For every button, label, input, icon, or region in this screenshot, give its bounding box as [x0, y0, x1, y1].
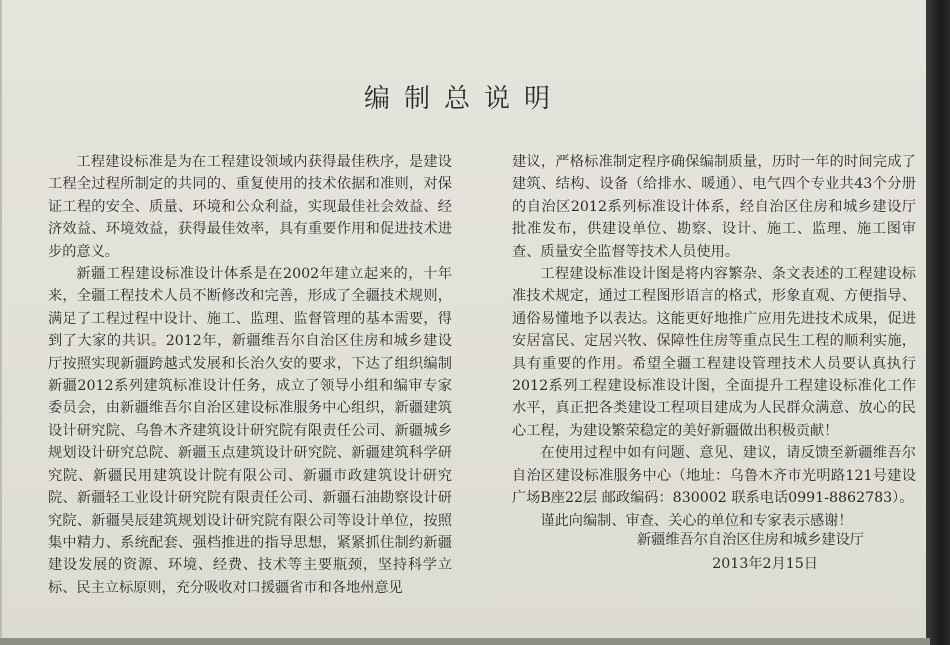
signature-block [637, 528, 864, 576]
page-title: 编制总说明 [363, 84, 564, 114]
paragraph-intro: 工程建设标准是为在工程建设领域内获得最佳秩序，是建设工程全过程所制定的共同的、重复使用的技术依据和准则，对保证工程的安全、质量、环境和公众利益，实现最佳社会效益、经济效益、环境效益，获得最佳效率，具有重要作用和促进技术进步的意义。 [48, 154, 452, 260]
signature-organization: 新疆维吾尔自治区住房和城乡建设厅 [636, 532, 864, 548]
right-text-column [512, 151, 916, 532]
paragraph-history: 新疆工程建设标准设计体系是在2002年建立起来的，十年来，全疆工程技术人员不断修改和完善，形成了全疆技术规则，满足了工程过程中设计、施工、监理、监督管理的基本需要，得到了大家的共识。2012年，新疆维吾尔自治区住房和城乡建设厅按照实现新疆跨越式发展和长治久安的要求，下达了组织编制新疆2012系列建筑标准设计任务，成立了领导小组和编审专家委员会，由新疆维吾尔自治区建设标准服务中心组织，新疆建筑设计研究院、乌鲁木齐建筑设计研究院有限责任公司、新疆城乡规划设计研究总院、新疆玉点建筑设计研究院、新疆建筑科学研究院、新疆民用建筑设计院有限公司、新疆市政建筑设计研究院、新疆轻工业设计研究院有限责任公司、新疆石油勘察设计研究院、新疆昊辰建筑规划设计研究院有限公司等设计单位，按照集中精力、系统配套、强档推进的指导思想，紧紧抓住制约新疆建设发展的资源、环境、经费、技术等主要瓶颈，坚持科学立标、民主立标原则，充分吸收对口援疆省市和各地州意见 [48, 266, 452, 596]
document-page [2, 0, 926, 640]
scan-dark-edge [926, 0, 950, 645]
scan-bottom-edge [0, 638, 930, 645]
signature-date: 2013年2月15日 [712, 556, 818, 572]
paragraph-history-continued: 建议，严格标准制定程序确保编制质量，历时一年的时间完成了建筑、结构、设备（给排水、暖通）、电气四个专业共43个分册的自治区2012系列标准设计体系，经自治区住房和城乡建设厅批准发布，供建设单位、勘察、设计、施工、监理、施工图审查、质量安全监督等技术人员使用。 [512, 154, 916, 260]
paragraph-feedback: 在使用过程中如有问题、意见、建议，请反馈至新疆维吾尔自治区建设标准服务中心（地址：乌鲁木齐市光明路121号建设广场B座22层 邮政编码：830002 联系电话0991-8862783）。 [512, 445, 916, 507]
paragraph-purpose: 工程建设标准设计图是将内容繁杂、条文表述的工程建设标准技术规定，通过工程图形语言的格式，形象直观、方便指导、通俗易懂地予以表达。这能更好地推广应用先进技术成果，促进安居富民、定居兴牧、保障性住房等重点民生工程的顺利实施，具有重要的作用。希望全疆工程建设管理技术人员要认真执行2012系列工程建设标准设计图，全面提升工程建设标准化工作水平，真正把各类建设工程项目建成为人民群众满意、放心的民心工程，为建设繁荣稳定的美好新疆做出积极贡献！ [512, 266, 916, 439]
left-text-column [48, 151, 452, 599]
paragraph-thanks: 谨此向编制、审查、关心的单位和专家表示感谢！ [540, 512, 853, 529]
